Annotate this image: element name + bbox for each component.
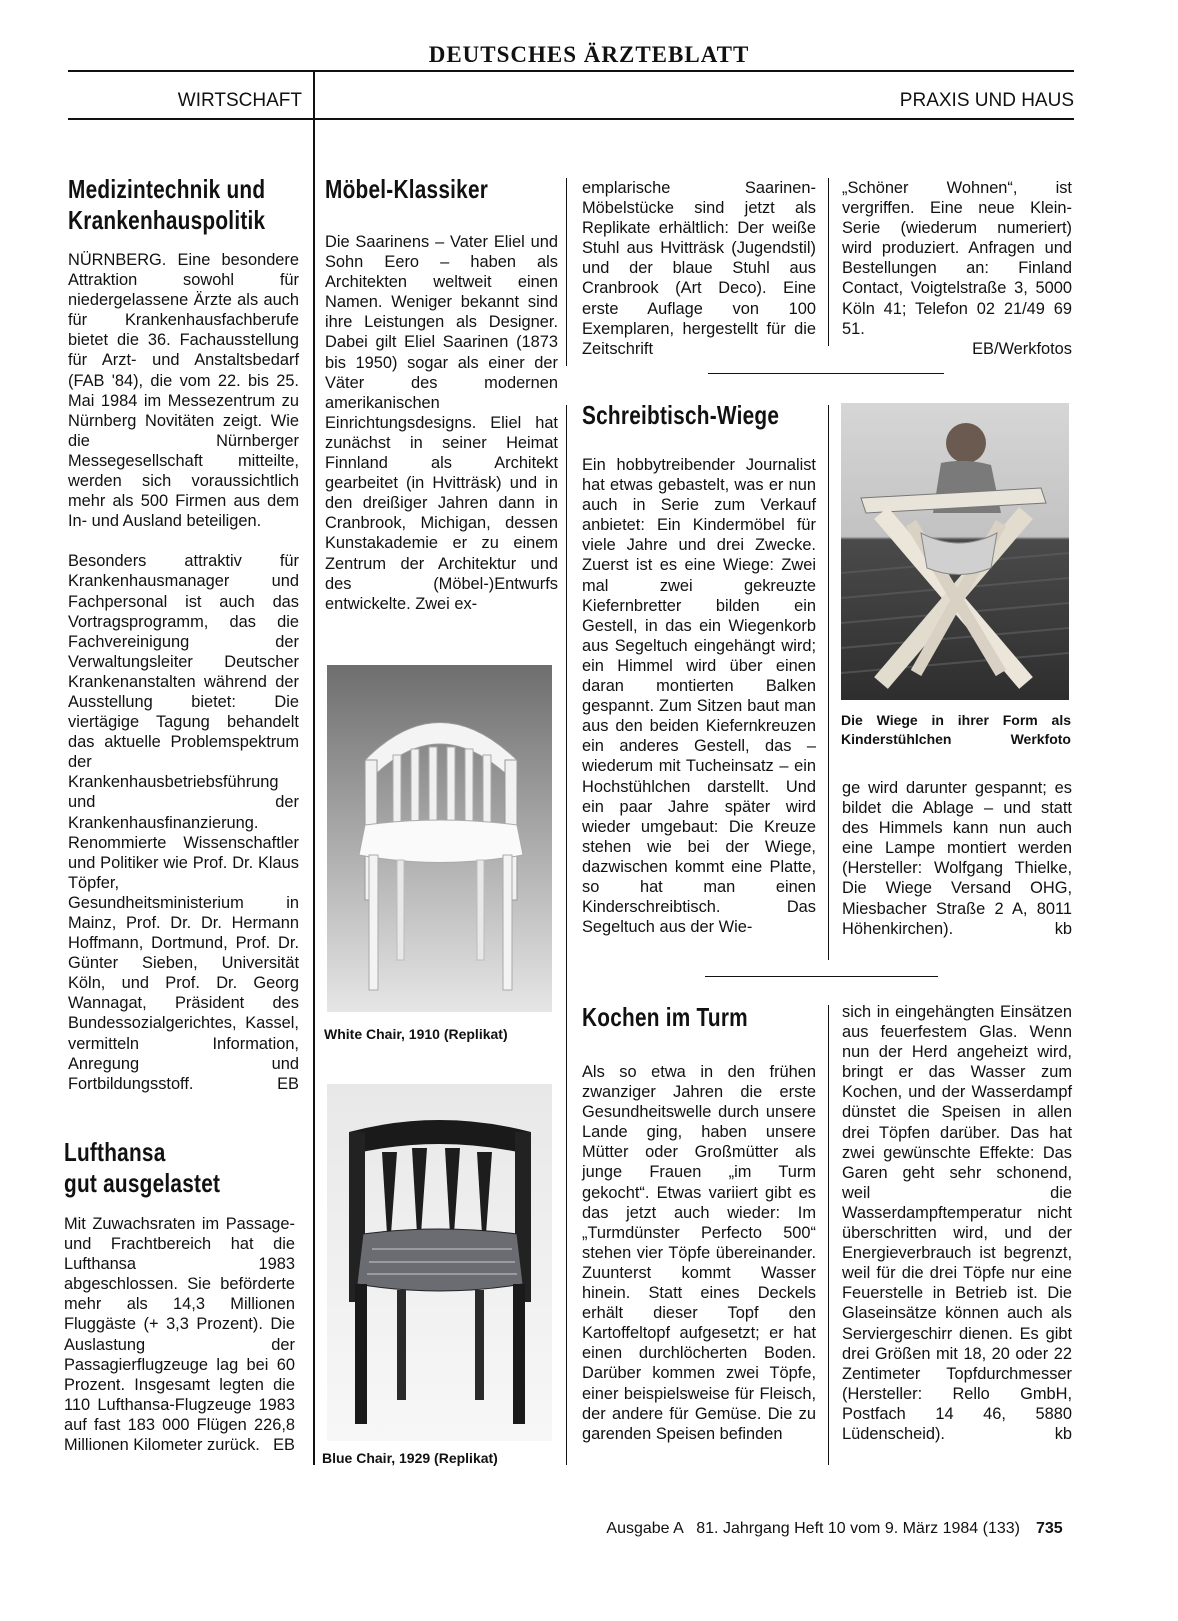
footer-issue-info: Ausgabe A 81. Jahrgang Heft 10 vom 9. März 1984 (133) (606, 1520, 1020, 1537)
article-kochen-im-turm (582, 1002, 822, 1033)
article-medizintechnik (68, 174, 308, 236)
article-separator (705, 976, 938, 977)
article-body-lufthansa (64, 1214, 295, 1455)
author-sig: kb (1054, 919, 1072, 938)
column-rule (828, 405, 829, 960)
photo-blue-chair (327, 1084, 552, 1441)
page-number: 735 (1036, 1520, 1063, 1537)
column-rule (566, 178, 567, 366)
paragraph: Als so etwa in den frühen zwanziger Jahren die erste Gesundheitswelle durch unsere Lande ging, haben unsere Mütter oder Großmütter als junge Frauen „im Turm gekocht“. Etwas variiert gibt es das jetzt auch wieder: Im „Turmdünster Perfecto 500“ stehen vier Töpfe übereinander. Zuunterst kommt Wasser hinein. Statt eines Deckels erhält dieser Topf den Kartoffeltopf aufgesetzt; er hat einen durchlöcherten Boden. Darüber kommen zwei Töpfe, einer beispielsweise für Fleisch, der andere für Gemüse. Die zu garenden Speisen befinden (582, 1063, 816, 1443)
article-separator (708, 373, 944, 374)
article-body-moebel-cont2 (842, 178, 1072, 359)
masthead-rule (68, 70, 1074, 72)
paragraph: „Schöner Wohnen“, ist vergriffen. Eine neue Klein-Serie (wiederum numeriert) wird produziert. Anfragen und Bestellungen an: Finland Contact, Voigtelstraße 3, 5000 Köln 41; Telefon 02 21/49 69 51. (842, 179, 1072, 338)
photo-caption-wiege: Die Wiege in ihrer Form als Kinderstühlchen Werkfoto (841, 712, 1071, 747)
author-sig: EB (273, 1436, 295, 1455)
article-body-kochen-cont (842, 1002, 1072, 1444)
article-body-moebel (325, 232, 558, 614)
article-lufthansa (64, 1137, 304, 1199)
photo-white-chair (327, 665, 552, 1012)
paragraph: NÜRNBERG. Eine besondere Attraktion sowohl für niedergelassene Ärzte als auch für Krankenhausfachberufe bietet die 36. Fachausstellung für Arzt- und Anstaltsbedarf (FAB '84), die vom 22. bis 25. Mai 1984 im Messezentrum zu Nürnberg Novitäten zeigt. Wie die Nürnberger Messegesellschaft mitteilte, werden sich voraussichtlich mehr als 500 Firmen aus dem In- und Ausland beteiligen. (68, 251, 299, 531)
article-title: Kochen im Turm (582, 1002, 748, 1032)
article-title: Schreibtisch-Wiege (582, 400, 780, 430)
author-sig: kb (1054, 1425, 1072, 1444)
author-sig: EB (277, 1074, 299, 1093)
section-label-left: WIRTSCHAFT (177, 90, 302, 111)
column-rule (566, 405, 567, 1465)
photo-caption: White Chair, 1910 (Replikat) (324, 1026, 508, 1042)
article-body-wiege (582, 455, 816, 937)
paragraph: Die Saarinens – Vater Eliel und Sohn Eero – haben als Architekten weltweit einen Namen. Weniger bekannt sind ihre Leistungen als Designer. Dabei gilt Eliel Saarinen (1873 bis 1950) sogar als einer der Väter des modernen amerikanischen Einrichtungsdesigns. Eliel hat zunächst in seiner Heimat Finnland als Architekt gearbeitet (in Hvitträsk) und in den dreißiger Jahren dann in Cranbrook, Michigan, dessen Kunstakademie er zu einem Zentrum der Architektur und des (Möbel-)Entwurfs entwickelte. Zwei ex- (325, 233, 558, 613)
paragraph: Mit Zuwachsraten im Passage- und Frachtbereich hat die Lufthansa 1983 abgeschlossen. Sie beförderte mehr als 14,3 Millionen Fluggäste (+ 3,3 Prozent). Die Auslastung der Passagierflugzeuge lag bei 60 Prozent. Insgesamt legten die 110 Lufthansa-Flugzeuge 1983 auf fast 183 000 Flügen 226,8 Millionen Kilometer zurück. (64, 1215, 295, 1455)
paragraph: ge wird darunter gespannt; es bildet die Ablage – und statt des Himmels kann nun auch eine Lampe montiert werden (Hersteller: Wolfgang Thielke, Die Wiege Versand OHG, Miesbacher Straße 2 A, 8011 Höhenkirchen). (842, 779, 1072, 938)
column-rule (828, 178, 829, 346)
masthead: DEUTSCHES ÄRZTEBLATT (428, 42, 750, 67)
article-schreibtisch-wiege (582, 400, 822, 431)
paragraph: emplarische Saarinen-Möbelstücke sind jetzt als Replikate erhältlich: Der weiße Stuhl aus Hvitträsk (Jugendstil) und der blaue Stuhl aus Cranbrook (Art Deco). Eine erste Auflage von 100 Exemplaren, hergestellt für die Zeitschrift (582, 179, 816, 358)
paragraph: Ein hobbytreibender Journalist hat etwas gebastelt, was er nun auch in Serie zum Verkauf anbietet: Ein Kindermöbel für viele Jahre und drei Zwecke. Zuerst ist es eine Wiege: Zwei mal zwei gekreuzte Kiefernbretter bilden ein Gestell, in das ein Wiegenkorb aus Segeltuch eingehängt wird; ein Himmel wird über einen daran montierten Balken gespannt. Zum Sitzen baut man aus den beiden Kiefernkreuzen ein anderes Gestell, das – wiederum mit Tucheinsatz – ein Hochstühlchen darstellt. Und ein paar Jahre später wird wieder umgebaut: Die Kreuze stehen wie bei der Wiege, dazwischen kommt eine Platte, so hat man einen Kinderschreibtisch. Das Segeltuch aus der Wie- (582, 456, 816, 937)
article-body-medizintechnik (68, 250, 299, 1094)
section-label-right: PRAXIS UND HAUS (899, 90, 1074, 111)
section-rule (68, 118, 1074, 120)
article-body-wiege-cont (842, 778, 1072, 939)
column-rule (828, 1005, 829, 1465)
paragraph: sich in eingehängten Einsätzen aus feuerfestem Glas. Wenn nun der Herd angeheizt wird, bringt er das Wasser zum Kochen, und der Wasserdampf dünstet die Speisen in allen drei Töpfen darüber. Das hat zwei gewünschte Effekte: Das Garen geht sehr schonend, weil die Wasserdampftemperatur nicht überschritten wird, und der Energieverbrauch ist begrenzt, weil für die drei Töpfe nur eine Feuerstelle in Betrieb ist. Die Glaseinsätze können auch als Serviergeschirr dienen. Es gibt drei Größen mit 18, 20 oder 22 Zentimeter Topfdurchmesser (Hersteller: Rello GmbH, Postfach 14 46, 5880 Lüdenscheid). (842, 1003, 1072, 1443)
article-moebel-klassiker (325, 174, 555, 205)
author-sig: EB/Werkfotos (972, 339, 1072, 358)
article-title: Medizintechnik und Krankenhauspolitik (68, 174, 266, 235)
article-body-moebel-cont (582, 178, 816, 359)
photo-kinderstuehlchen (841, 403, 1069, 700)
photo-caption: Blue Chair, 1929 (Replikat) (322, 1450, 498, 1466)
article-title: Möbel-Klassiker (325, 174, 489, 204)
article-body-kochen (582, 1062, 816, 1444)
paragraph: Besonders attraktiv für Krankenhausmanager und Fachpersonal ist auch das Vortragsprogramm, das die Fachvereinigung der Verwaltungsleiter Deutscher Krankenanstalten während der Ausstellung bietet: Die viertägige Tagung behandelt das aktuelle Problemspektrum der Krankenhausbetriebsführung und der Krankenhausfinanzierung. Renommierte Wissenschaftler und Politiker wie Prof. Dr. Klaus Töpfer, Gesundheitsministerium in Mainz, Prof. Dr. Dr. Hermann Hoffmann, Dortmund, Prof. Dr. Günter Sieben, Universität Köln, und Prof. Dr. Georg Wannagat, Präsident des Bundessozialgerichtes, Kassel, vermitteln Information, Anregung und Fortbildungsstoff. (68, 552, 299, 1093)
section-divider (313, 70, 315, 1465)
article-title: Lufthansa gut ausgelastet (64, 1137, 221, 1198)
